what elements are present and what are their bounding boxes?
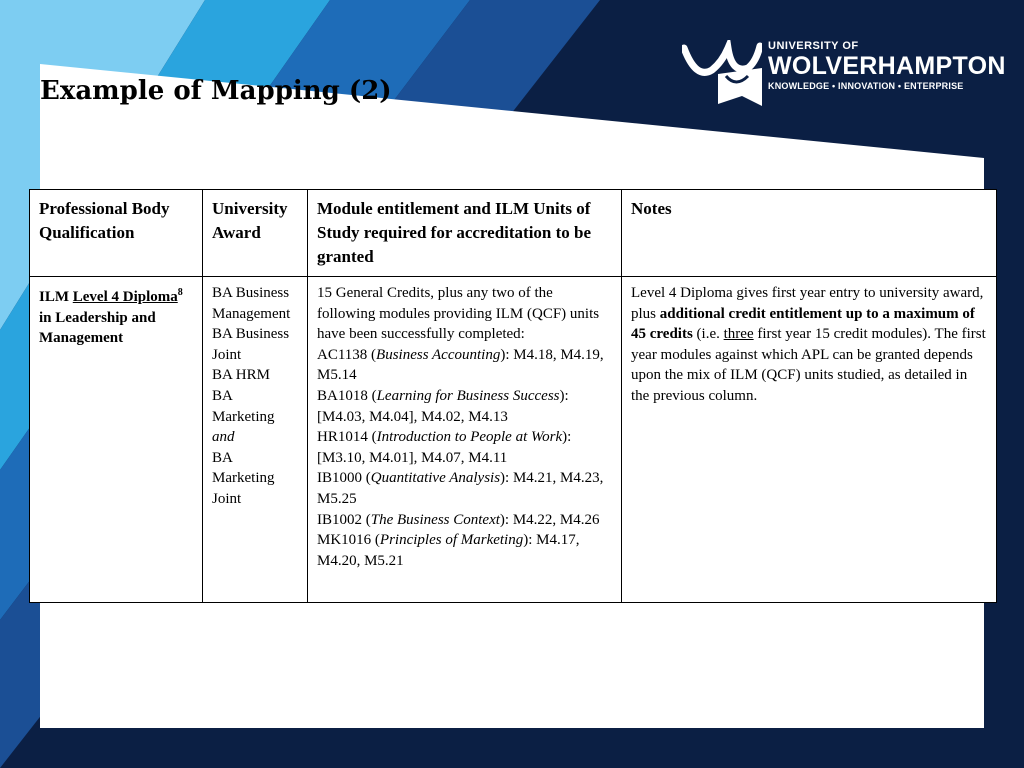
module-entry	[317, 427, 612, 468]
modules-intro: 15 General Credits, plus any two of the following modules providing ILM (QCF) units have been successfully completed:	[317, 285, 600, 343]
module-code: IB1002 (	[317, 511, 371, 528]
award-conjunction: and	[212, 429, 235, 446]
module-code: MK1016 (	[317, 532, 380, 549]
table-header-row	[30, 190, 997, 277]
header-professional-body-qualification: Professional Body Qualification	[30, 190, 203, 277]
award-item: BA Marketing Joint	[212, 449, 275, 507]
university-crest-icon	[682, 40, 762, 106]
module-entry	[317, 510, 612, 531]
slide-title: Example of Mapping (2)	[40, 76, 392, 106]
module-units: ): [M4.03, M4.04], M4.02, M4.13	[317, 387, 569, 425]
module-name: Principles of Marketing	[379, 532, 524, 549]
module-entry	[317, 530, 612, 571]
notes-credit-entitlement: additional credit entitlement up to a maximum of 45 credits	[631, 305, 975, 343]
module-name: Business Accounting	[376, 346, 501, 363]
award-item: BA Business Joint	[212, 326, 290, 363]
module-code: AC1138 (	[317, 346, 377, 363]
module-code: IB1000 (	[317, 470, 371, 487]
module-entry	[317, 468, 612, 509]
module-name: Quantitative Analysis	[370, 470, 501, 487]
cell-university-award	[203, 277, 308, 603]
university-logo	[682, 38, 1006, 108]
logo-university-of: UNIVERSITY OF	[768, 40, 859, 52]
logo-tagline: KNOWLEDGE • INNOVATION • ENTERPRISE	[768, 81, 964, 91]
cell-notes	[622, 277, 997, 603]
footnote-marker: 8	[177, 287, 183, 298]
module-units: ): [M3.10, M4.01], M4.07, M4.11	[317, 429, 572, 466]
qualification-prefix: ILM	[39, 289, 73, 305]
module-entry	[317, 345, 612, 386]
notes-text: (i.e.	[692, 326, 724, 343]
module-units: ): M4.17, M4.20, M5.21	[317, 532, 580, 569]
notes-text: Level 4 Diploma gives first year entry to university award, plus	[631, 285, 984, 322]
module-units: ): M4.18, M4.19, M5.14	[317, 346, 604, 384]
header-university-award: University Award	[203, 190, 308, 277]
mapping-table	[29, 189, 997, 603]
table-row	[30, 277, 997, 603]
module-units: ): M4.22, M4.26	[499, 511, 600, 528]
module-entry	[317, 386, 612, 427]
module-name: Introduction to People at Work	[376, 429, 563, 446]
cell-qualification	[30, 277, 203, 603]
notes-three: three	[723, 326, 754, 343]
module-name: Learning for Business Success	[376, 387, 560, 404]
module-units: ): M4.21, M4.23, M5.25	[317, 470, 604, 507]
award-item: BA HRM	[212, 367, 270, 384]
header-module-entitlement: Module entitlement and ILM Units of Study required for accreditation to be granted	[308, 190, 622, 277]
module-code: HR1014 (	[317, 429, 377, 446]
logo-wolverhampton: WOLVERHAMPTON	[768, 52, 1006, 80]
cell-module-entitlement	[308, 277, 622, 603]
module-code: BA1018 (	[317, 387, 377, 404]
award-item: BA Business Management	[212, 285, 291, 322]
module-name: The Business Context	[370, 511, 500, 528]
award-item: BA Marketing	[212, 387, 275, 425]
qualification-level: Level 4 Diploma	[72, 289, 178, 305]
header-notes: Notes	[622, 190, 997, 277]
notes-text: first year 15 credit modules). The first year modules against which APL can be granted depends upon the mix of ILM (QCF) units studied, as detailed in the previous column.	[631, 326, 986, 404]
qualification-suffix: in Leadership and Management	[39, 309, 156, 347]
